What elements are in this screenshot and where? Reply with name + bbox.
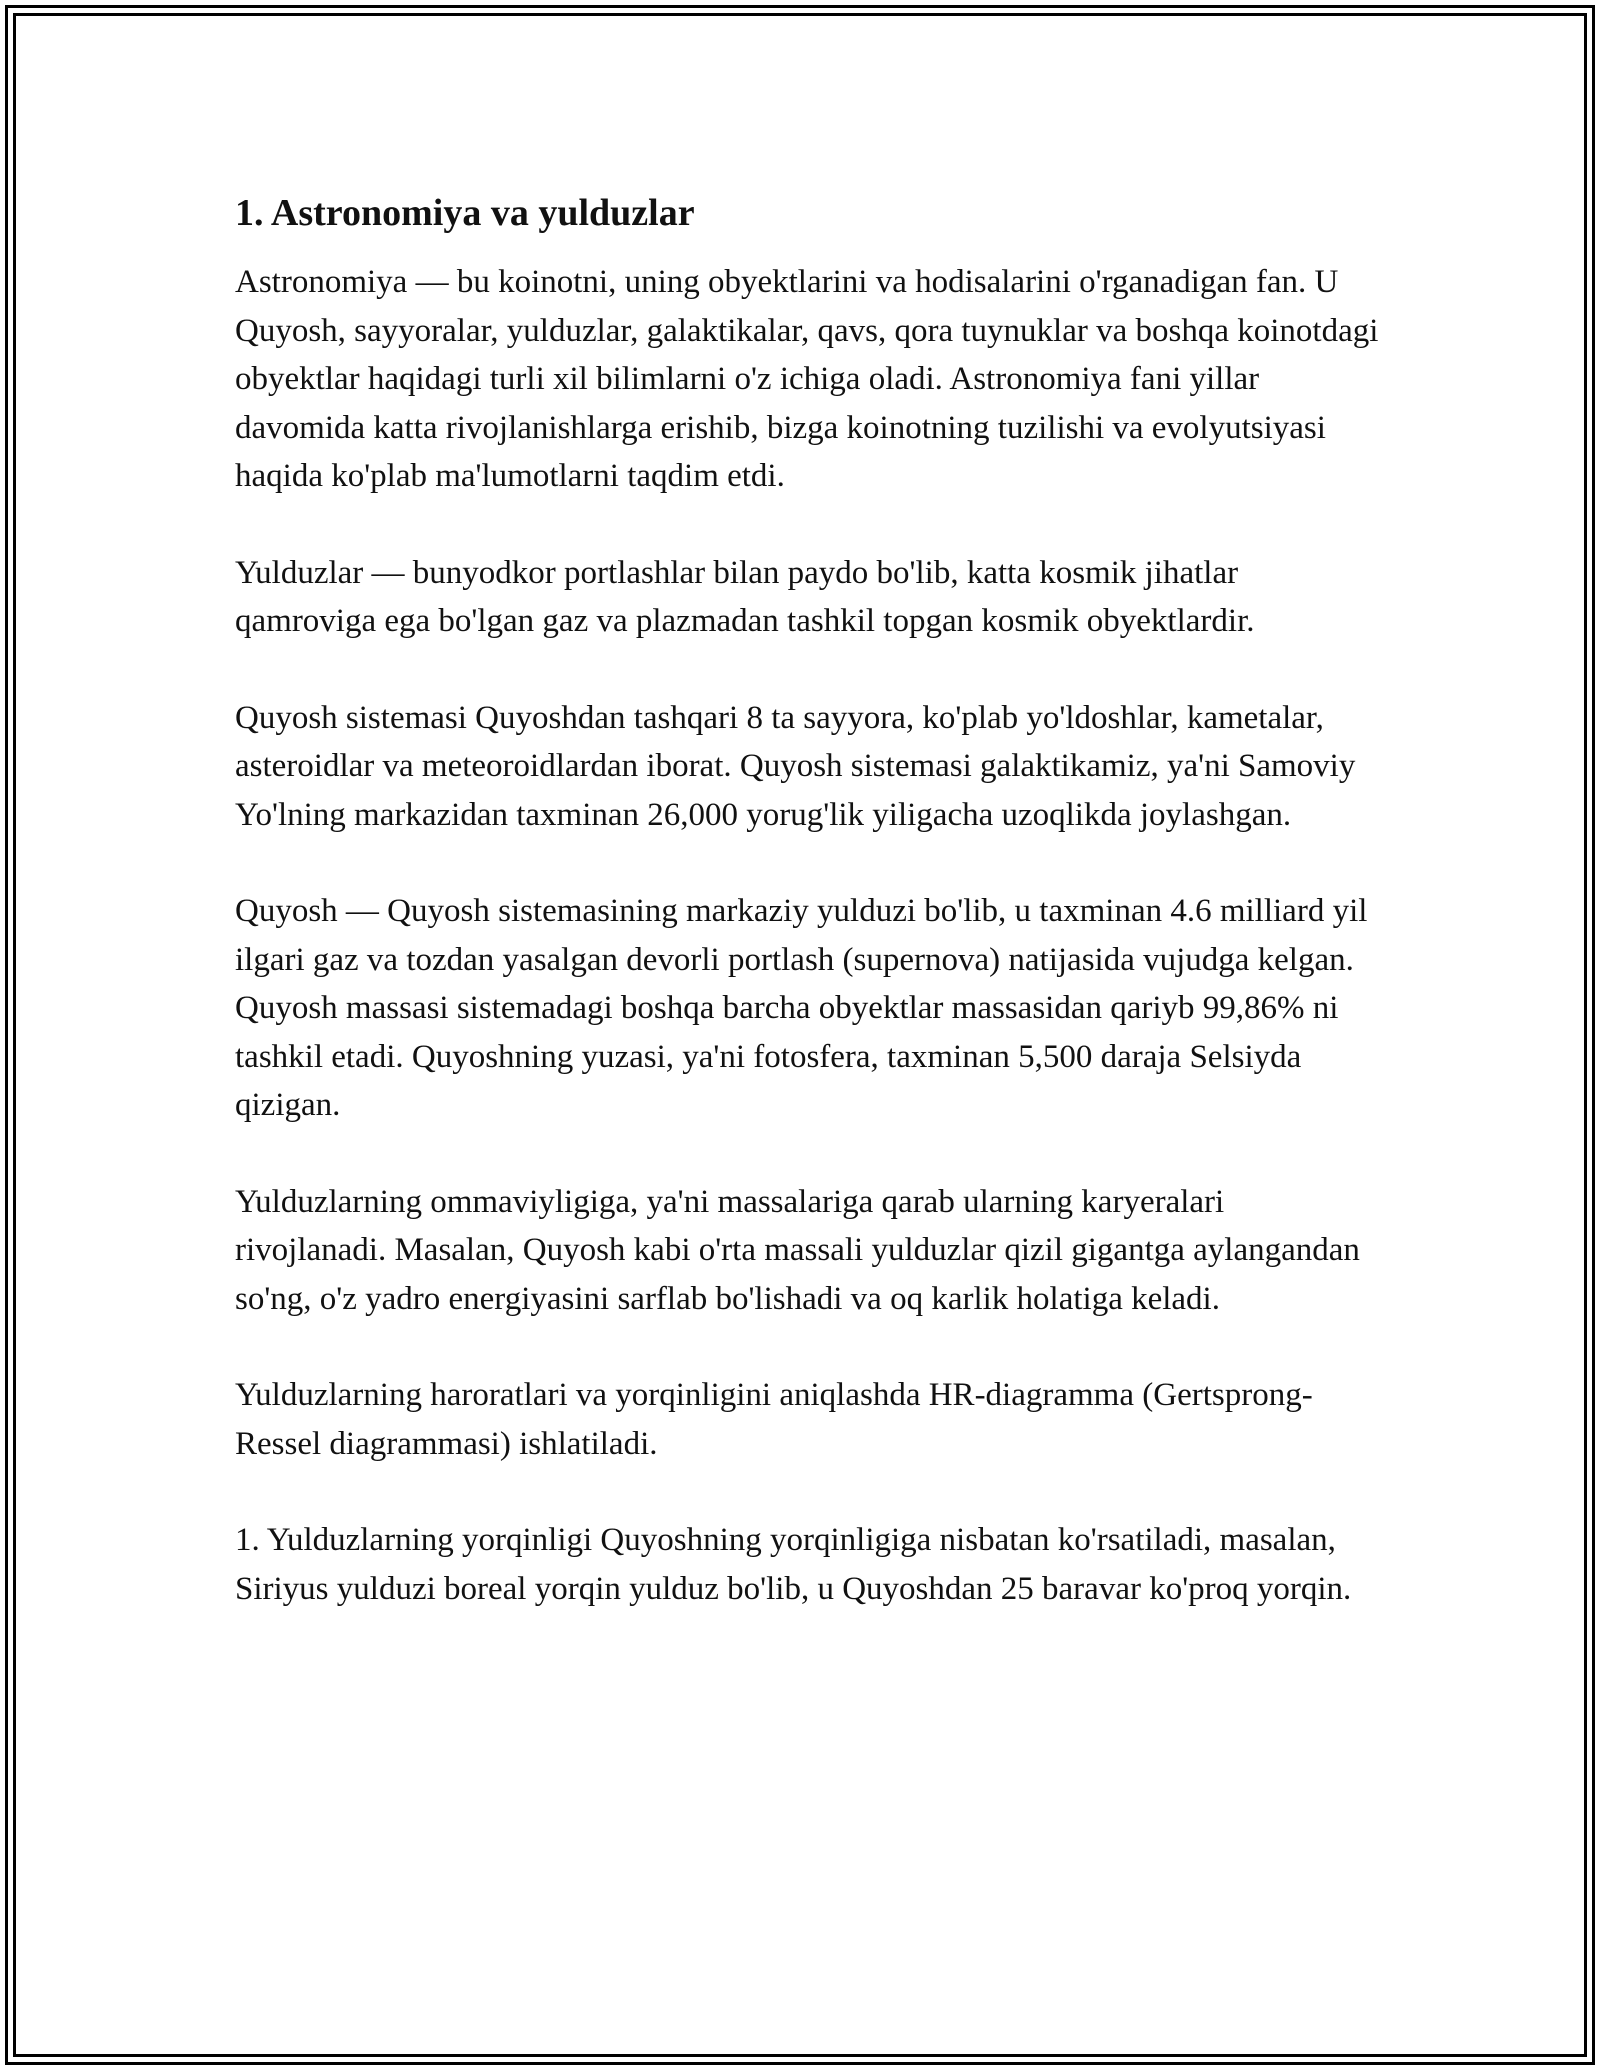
paragraph-sun: Quyosh — Quyosh sistemasining markaziy yulduzi bo'lib, u taxminan 4.6 milliard yil ilgari gaz va tozdan yasalgan devorli portlash (supernova) natijasida vujudga kelgan. Quyosh massasi sistemadagi boshqa barcha obyektlar massasidan qariyb 99,86% ni tashkil etadi. Quyoshning yuzasi, ya'ni fotosfera, taxminan 5,500 daraja Selsiyda qizigan. (235, 893, 1368, 1123)
document-body (235, 188, 1380, 1661)
paragraph-astronomy-intro: Astronomiya — bu koinotni, uning obyektlarini va hodisalarini o'rganadigan fan. U Quyosh, sayyoralar, yulduzlar, galaktikalar, qavs, qora tuynuklar va boshqa koinotdagi obyektlar haqidagi turli xil bilimlarni o'z ichiga oladi. Astronomiya fani yillar davomida katta rivojlanishlarga erishib, bizga koinotning tuzilishi va evolyutsiyasi haqida ko'plab ma'lumotlarni taqdim etdi. (235, 264, 1379, 494)
paragraph-luminosity-point: 1. Yulduzlarning yorqinligi Quyoshning yorqinligiga nisbatan ko'rsatiladi, masalan, Siriyus yulduzi boreal yorqin yulduz bo'lib, u Quyoshdan 25 baravar ko'proq yorqin. (235, 1522, 1352, 1607)
paragraph-star-evolution: Yulduzlarning ommaviyligiga, ya'ni massalariga qarab ularning karyeralari rivojlanadi. Masalan, Quyosh kabi o'rta massali yulduzlar qizil gigantga aylangandan so'ng, o'z yadro energiyasini sarflab bo'lishadi va oq karlik holatiga keladi. (235, 1183, 1360, 1317)
page-title: 1. Astronomiya va yulduzlar (235, 192, 695, 234)
paragraph-hr-diagram: Yulduzlarning haroratlari va yorqinligini aniqlashda HR-diagramma (Gertsprong-Ressel diagrammasi) ishlatiladi. (235, 1377, 1313, 1462)
paragraph-solar-system: Quyosh sistemasi Quyoshdan tashqari 8 ta sayyora, ko'plab yo'ldoshlar, kametalar, asteroidlar va meteoroidlardan iborat. Quyosh sistemasi galaktikamiz, ya'ni Samoviy Yo'lning markazidan taxminan 26,000 yorug'lik yiligacha uzoqlikda joylashgan. (235, 699, 1356, 833)
paragraph-stars: Yulduzlar — bunyodkor portlashlar bilan paydo bo'lib, katta kosmik jihatlar qamroviga ega bo'lgan gaz va plazmadan tashkil topgan kosmik obyektlardir. (235, 554, 1255, 639)
